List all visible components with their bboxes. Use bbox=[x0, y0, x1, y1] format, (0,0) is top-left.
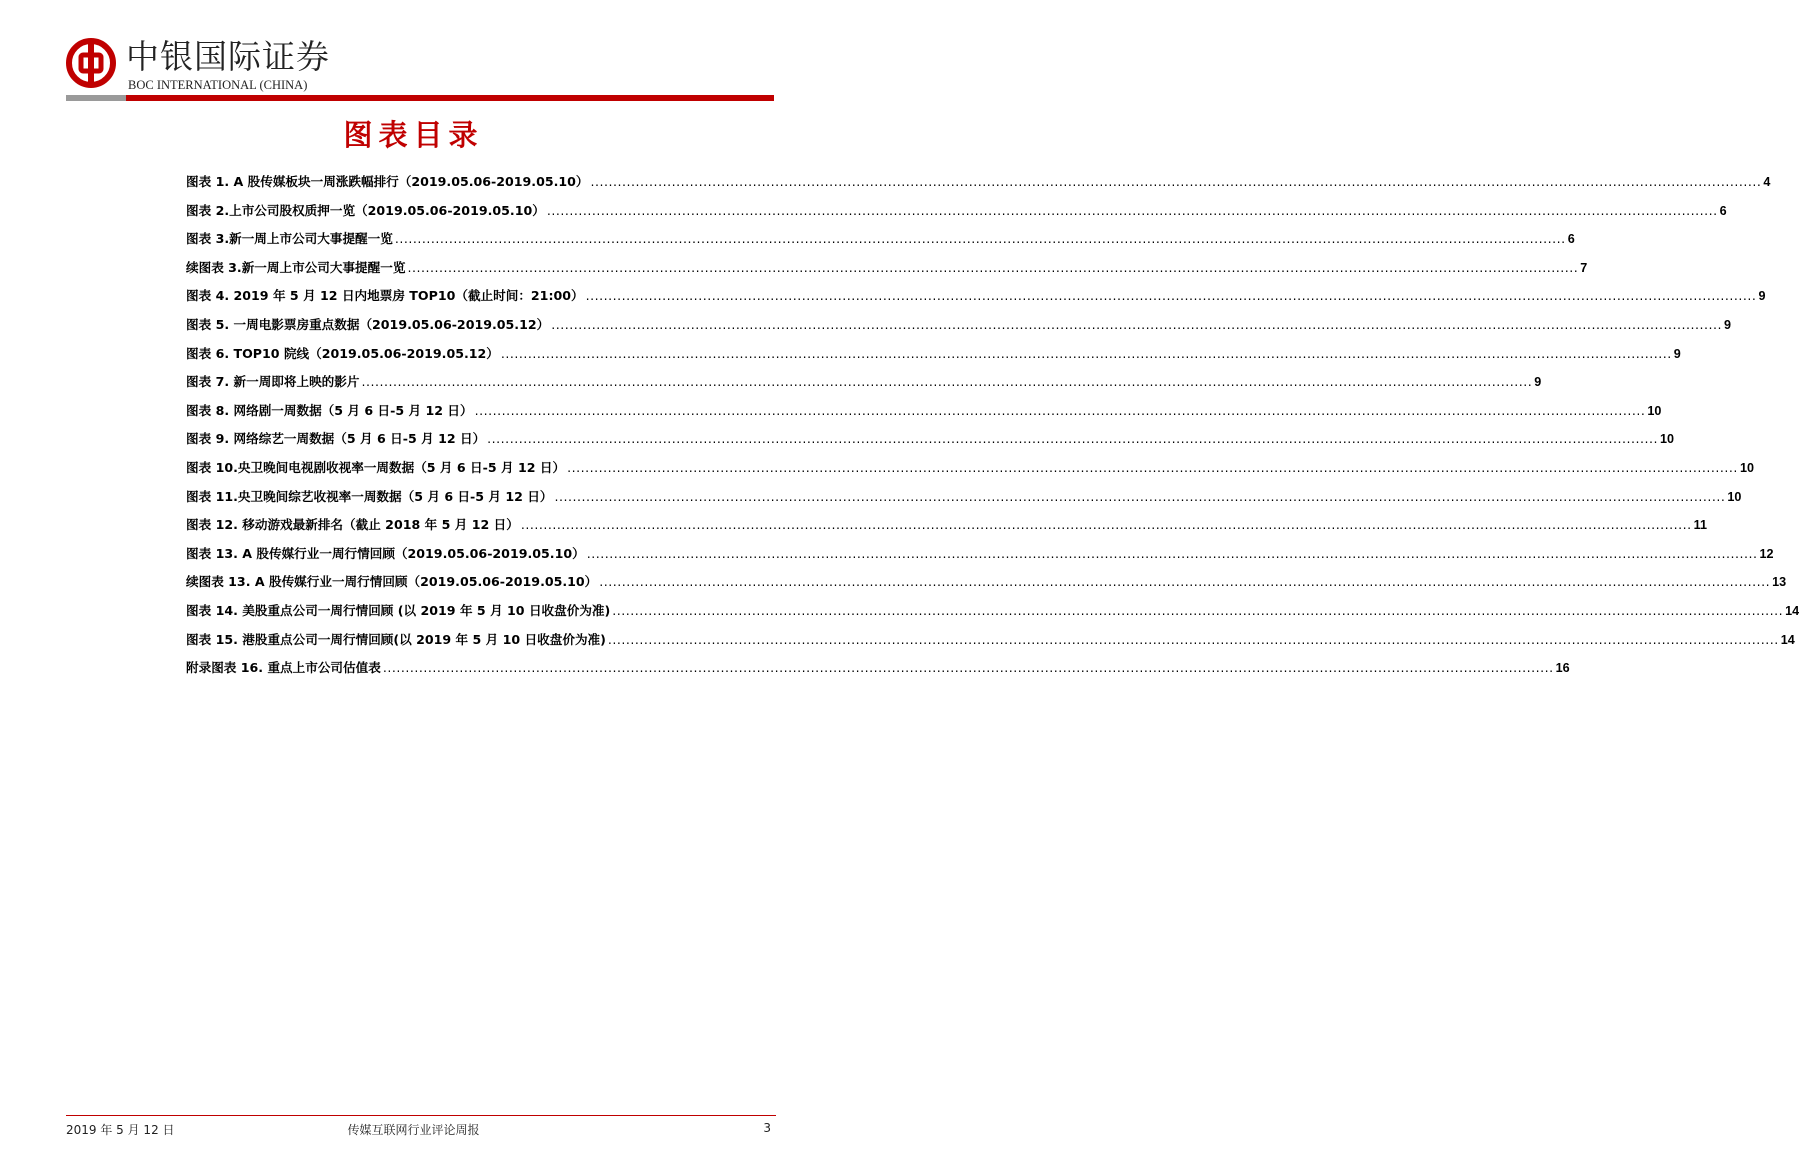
toc-entry-page[interactable]: 7 bbox=[1580, 260, 1588, 275]
header-divider-gray bbox=[66, 95, 126, 101]
toc-entry-text[interactable]: 续图表 13. A 股传媒行业一周行情回顾（2019.05.06-2019.05.10） bbox=[186, 574, 598, 590]
toc-entry-leader bbox=[395, 225, 1566, 254]
toc-entry[interactable] bbox=[186, 225, 1575, 254]
toc-entry-text[interactable]: 续图表 3.新一周上市公司大事提醒一览 bbox=[186, 259, 406, 275]
toc-entry-text[interactable]: 图表 2.上市公司股权质押一览（2019.05.06-2019.05.10） bbox=[186, 202, 545, 218]
toc-entry-leader bbox=[383, 654, 1554, 683]
toc-entry[interactable] bbox=[186, 626, 1795, 655]
toc-entry-page[interactable]: 10 bbox=[1647, 403, 1662, 418]
header-divider-red bbox=[126, 95, 774, 101]
toc-entry-leader bbox=[501, 340, 1672, 369]
toc-entry-text[interactable]: 图表 1. A 股传媒板块一周涨跌幅排行（2019.05.06-2019.05.10） bbox=[186, 174, 589, 189]
toc-entry-leader bbox=[475, 397, 1646, 426]
toc-entry-page[interactable]: 12 bbox=[1759, 546, 1774, 561]
toc-entry-leader bbox=[551, 311, 1722, 340]
toc-entry-page[interactable]: 9 bbox=[1673, 346, 1681, 361]
toc-entry-leader bbox=[612, 597, 1783, 626]
toc-entry-page[interactable]: 10 bbox=[1660, 432, 1675, 447]
toc-entry-text[interactable]: 图表 10.央卫晚间电视剧收视率一周数据（5 月 6 日-5 月 12 日） bbox=[186, 459, 566, 475]
toc-entry[interactable] bbox=[186, 254, 1588, 283]
toc-entry[interactable] bbox=[186, 568, 1787, 597]
toc-entry[interactable] bbox=[186, 397, 1662, 426]
boc-logo-icon bbox=[66, 38, 116, 88]
toc-entry[interactable] bbox=[186, 654, 1570, 683]
toc-entry-text[interactable]: 图表 8. 网络剧一周数据（5 月 6 日-5 月 12 日） bbox=[186, 402, 473, 418]
toc-entry[interactable] bbox=[186, 483, 1742, 512]
toc-entry-text[interactable]: 图表 6. TOP10 院线（2019.05.06-2019.05.12） bbox=[186, 345, 499, 361]
toc-entry-page[interactable]: 14 bbox=[1780, 632, 1795, 647]
footer-divider bbox=[66, 1115, 776, 1116]
toc-entry[interactable] bbox=[186, 340, 1681, 369]
toc-entry-leader bbox=[586, 282, 1757, 311]
toc-entry[interactable] bbox=[186, 425, 1675, 454]
toc-entry[interactable] bbox=[186, 368, 1542, 397]
toc-entry-text[interactable]: 图表 7. 新一周即将上映的影片 bbox=[186, 374, 360, 390]
toc-entry-page[interactable]: 6 bbox=[1719, 203, 1727, 218]
footer-date: 2019 年 5 月 12 日 bbox=[66, 1123, 175, 1137]
toc-entry-text[interactable]: 图表 4. 2019 年 5 月 12 日内地票房 TOP10（截止时间：21:00） bbox=[186, 288, 584, 304]
toc-entry-text[interactable]: 图表 12. 移动游戏最新排名（截止 2018 年 5 月 12 日） bbox=[186, 517, 519, 533]
toc-entry-leader bbox=[587, 540, 1758, 569]
toc-entry-page[interactable]: 10 bbox=[1727, 489, 1742, 504]
toc-entry-leader bbox=[567, 454, 1738, 483]
toc-entry-leader bbox=[599, 568, 1770, 597]
footer-report-title: 传媒互联网行业评论周报 bbox=[347, 1123, 480, 1137]
toc-entry-page[interactable]: 13 bbox=[1772, 575, 1787, 590]
toc-entry-leader bbox=[361, 368, 1532, 397]
toc-entry-text[interactable]: 图表 11.央卫晚间综艺收视率一周数据（5 月 6 日-5 月 12 日） bbox=[186, 488, 553, 504]
toc-entry[interactable] bbox=[186, 540, 1774, 569]
toc-entry-page[interactable]: 9 bbox=[1534, 375, 1542, 390]
toc-entry-text[interactable]: 图表 9. 网络综艺一周数据（5 月 6 日-5 月 12 日） bbox=[186, 431, 486, 447]
toc-entry-page[interactable]: 6 bbox=[1567, 232, 1575, 247]
toc-entry-text[interactable]: 附录图表 16. 重点上市公司估值表 bbox=[186, 660, 381, 676]
toc-entry[interactable] bbox=[186, 282, 1766, 311]
toc-entry-leader bbox=[521, 511, 1692, 540]
footer-page-number: 3 bbox=[763, 1121, 771, 1135]
toc-entry-leader bbox=[591, 168, 1762, 197]
toc-entry-text[interactable]: 图表 15. 港股重点公司一周行情回顾(以 2019 年 5 月 10 日收盘价为准) bbox=[186, 631, 606, 647]
toc-entry-page[interactable]: 9 bbox=[1758, 289, 1766, 304]
toc-entry-leader bbox=[555, 483, 1726, 512]
toc-entry[interactable] bbox=[186, 311, 1732, 340]
toc-entry-leader bbox=[608, 626, 1779, 655]
toc-entry-page[interactable]: 4 bbox=[1763, 175, 1771, 189]
toc-entry[interactable] bbox=[186, 454, 1754, 483]
toc-entry-page[interactable]: 14 bbox=[1785, 603, 1799, 618]
toc-entry[interactable] bbox=[186, 197, 1727, 226]
brand-name-en: BOC INTERNATIONAL (CHINA) bbox=[128, 78, 308, 92]
toc-entry-page[interactable]: 11 bbox=[1693, 518, 1707, 533]
toc-list bbox=[186, 168, 1799, 683]
toc-entry-page[interactable]: 9 bbox=[1724, 317, 1732, 332]
toc-entry-text[interactable]: 图表 14. 美股重点公司一周行情回顾 (以 2019 年 5 月 10 日收盘价为准) bbox=[186, 602, 611, 618]
toc-entry-text[interactable]: 图表 3.新一周上市公司大事提醒一览 bbox=[186, 231, 393, 247]
toc-entry-leader bbox=[547, 197, 1718, 226]
toc-entry-text[interactable]: 图表 5. 一周电影票房重点数据（2019.05.06-2019.05.12） bbox=[186, 316, 550, 332]
toc-entry-leader bbox=[407, 254, 1578, 283]
toc-entry-text[interactable]: 图表 13. A 股传媒行业一周行情回顾（2019.05.06-2019.05.10） bbox=[186, 545, 585, 561]
toc-entry-page[interactable]: 16 bbox=[1555, 661, 1570, 676]
toc-entry-leader bbox=[487, 425, 1658, 454]
header-divider bbox=[66, 95, 774, 101]
page-header bbox=[66, 38, 774, 102]
toc-title: 图表目录 bbox=[343, 118, 484, 152]
toc-entry[interactable] bbox=[186, 168, 1771, 197]
toc-entry-page[interactable]: 10 bbox=[1739, 460, 1754, 475]
toc-entry[interactable] bbox=[186, 597, 1799, 626]
toc-entry[interactable] bbox=[186, 511, 1707, 540]
brand-name-cn: 中银国际证券 bbox=[126, 37, 330, 76]
